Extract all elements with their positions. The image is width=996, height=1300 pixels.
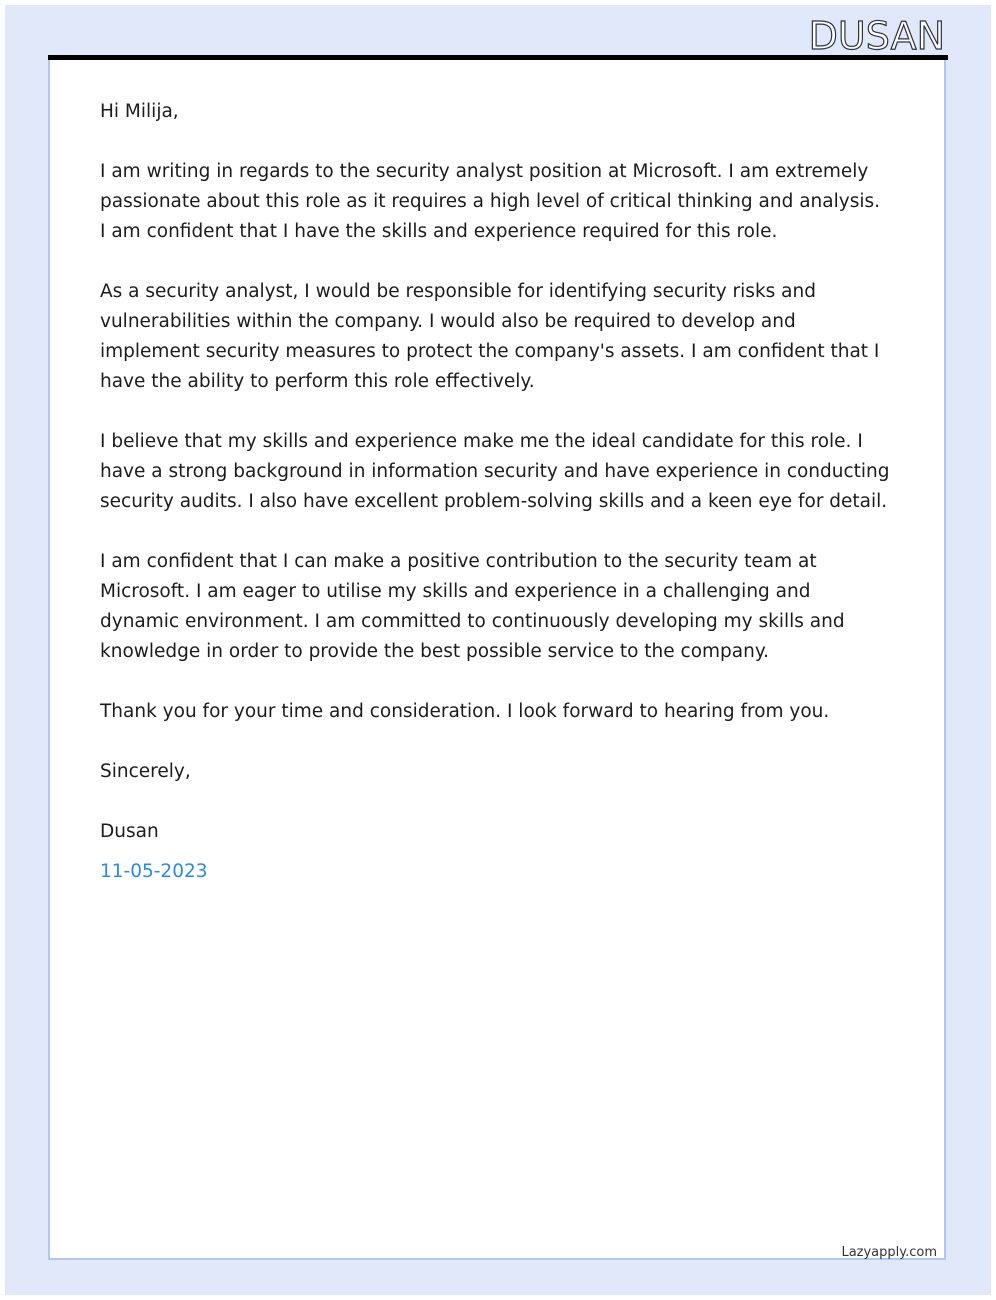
closing: Sincerely, bbox=[100, 761, 191, 782]
header-name-logo: DUSAN bbox=[808, 14, 945, 58]
signature-name: Dusan bbox=[100, 821, 159, 842]
paragraph-3: I believe that my skills and experience make me the ideal candidate for this role. I have a strong background in information security and have experience in conducting security audits. I also have excellent problem-solving skills and a keen eye for detail. bbox=[100, 431, 890, 512]
greeting: Hi Milija, bbox=[100, 101, 179, 122]
letter-date: 11-05-2023 bbox=[100, 861, 208, 882]
paragraph-1: I am writing in regards to the security analyst position at Microsoft. I am extremely passionate about this role as it requires a high level of critical thinking and analysis. I am confident that I have the skills and experience required for this role. bbox=[100, 161, 880, 242]
letter-body bbox=[100, 97, 890, 887]
paragraph-4: I am confident that I can make a positive contribution to the security team at Microsoft. I am eager to utilise my skills and experience in a challenging and dynamic environment. I am committed to continuously developing my skills and knowledge in order to provide the best possible service to the company. bbox=[100, 551, 845, 662]
paragraph-5: Thank you for your time and consideration. I look forward to hearing from you. bbox=[100, 701, 830, 722]
paragraph-2: As a security analyst, I would be responsible for identifying security risks and vulnerabilities within the company. I would also be required to develop and implement security measures to protect the company's assets. I am confident that I have the ability to perform this role effectively. bbox=[100, 281, 880, 392]
footer-brand: Lazyapply.com bbox=[841, 1245, 937, 1260]
